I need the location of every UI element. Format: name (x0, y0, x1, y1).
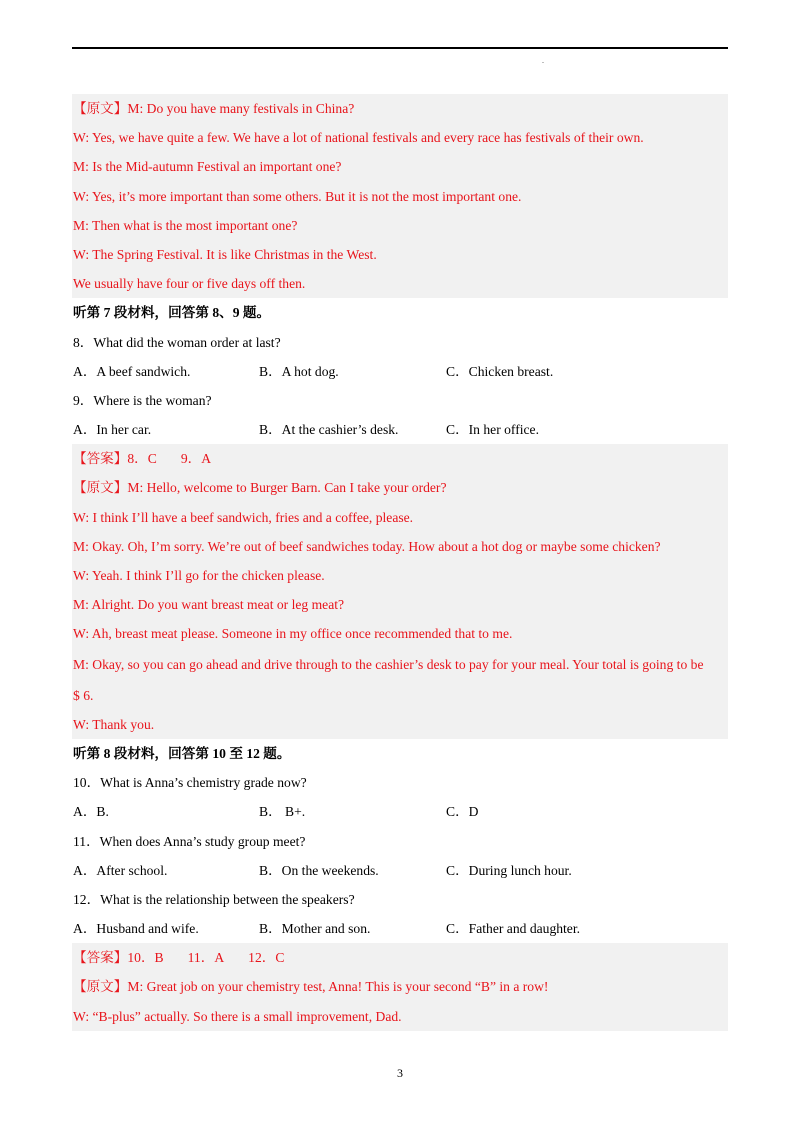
answer-11: 11．A (187, 950, 225, 966)
options-9 (72, 415, 728, 444)
question-9: 9．Where is the woman? (73, 392, 212, 408)
answer-line (72, 943, 728, 972)
transcript-line: 【原文】M: Do you have many festivals in China? (73, 101, 355, 116)
option-c: C．In her office. (446, 422, 539, 438)
header-rule (72, 47, 728, 49)
answer-tag: 【答案】 (73, 950, 128, 966)
transcript-line: We usually have four or five days off then. (73, 276, 306, 292)
transcript-line: M: Then what is the most important one? (73, 217, 298, 233)
option-a: A．B. (73, 804, 109, 820)
options-11 (72, 856, 728, 885)
answer-10: 10．B (127, 950, 164, 966)
section-heading-7: 听第 7 段材料，回答第 8、9 题。 (73, 305, 271, 321)
option-b: B．A hot dog. (259, 363, 339, 379)
question-12: 12．What is the relationship between the speakers? (73, 891, 355, 907)
option-b: B．Mother and son. (259, 921, 371, 937)
transcript-tag: 【原文】 (73, 101, 128, 116)
answer-9: 9．A (180, 451, 212, 467)
transcript-line: M: Okay, so you can go ahead and drive through to the cashier’s desk to pay for your meal. Your total is going to be (73, 656, 704, 672)
transcript-line: W: “B-plus” actually. So there is a small improvement, Dad. (73, 1008, 402, 1024)
option-a: A．A beef sandwich. (73, 363, 191, 379)
answer-block-8 (72, 943, 728, 1031)
transcript-line: W: Yes, it’s more important than some others. But it is not the most important one. (73, 188, 522, 204)
transcript-line: W: Yes, we have quite a few. We have a lot of national festivals and every race has festivals of their own. (73, 130, 644, 146)
section-heading-8: 听第 8 段材料，回答第 10 至 12 题。 (73, 745, 291, 761)
transcript-line: M: Okay. Oh, I’m sorry. We’re out of beef sandwiches today. How about a hot dog or maybe some chicken? (73, 538, 661, 554)
option-c: C．D (446, 804, 479, 820)
transcript-line: W: I think I’ll have a beef sandwich, fries and a coffee, please. (73, 509, 414, 525)
transcript-block-6 (72, 94, 728, 298)
transcript-line: W: The Spring Festival. It is like Christmas in the West. (73, 246, 377, 262)
option-b: B．On the weekends. (259, 862, 379, 878)
transcript-tag: 【原文】 (73, 979, 128, 995)
transcript-line: W: Yeah. I think I’ll go for the chicken please. (73, 568, 325, 583)
option-c: C．During lunch hour. (446, 862, 572, 878)
transcript-tag: 【原文】 (73, 480, 128, 496)
option-c: C．Chicken breast. (446, 363, 554, 379)
transcript-line: M: Alright. Do you want breast meat or leg meat? (73, 597, 345, 613)
option-a: A．After school. (73, 862, 168, 878)
answer-tag: 【答案】 (73, 451, 128, 467)
options-10 (72, 797, 728, 826)
answer-12: 12．C (248, 950, 285, 966)
transcript-line: M: Is the Mid-autumn Festival an important one? (73, 159, 342, 175)
page-content (72, 94, 728, 1031)
option-c: C．Father and daughter. (446, 921, 581, 937)
page-number: 3 (397, 1066, 403, 1080)
transcript-line: W: Ah, breast meat please. Someone in my office once recommended that to me. (73, 626, 513, 642)
transcript-line: W: Thank you. (73, 716, 155, 732)
option-b: B． B+. (259, 804, 306, 820)
options-12 (72, 914, 728, 943)
option-a: A．In her car. (73, 422, 152, 438)
option-b: B．At the cashier’s desk. (259, 422, 399, 438)
transcript-line: 【原文】M: Great job on your chemistry test, Anna! This is your second “B” in a row! (73, 979, 549, 995)
question-10: 10．What is Anna’s chemistry grade now? (73, 775, 307, 791)
option-a: A．Husband and wife. (73, 921, 199, 937)
header-mark: . (542, 56, 544, 65)
question-8: 8．What did the woman order at last? (73, 334, 281, 350)
answer-line (72, 444, 728, 473)
answer-8: 8．C (127, 451, 157, 467)
transcript-line: $ 6. (73, 687, 94, 703)
transcript-line: 【原文】M: Hello, welcome to Burger Barn. Can I take your order? (73, 480, 447, 496)
answer-block-7 (72, 444, 728, 739)
options-8 (72, 357, 728, 386)
question-11: 11．When does Anna’s study group meet? (73, 833, 306, 849)
